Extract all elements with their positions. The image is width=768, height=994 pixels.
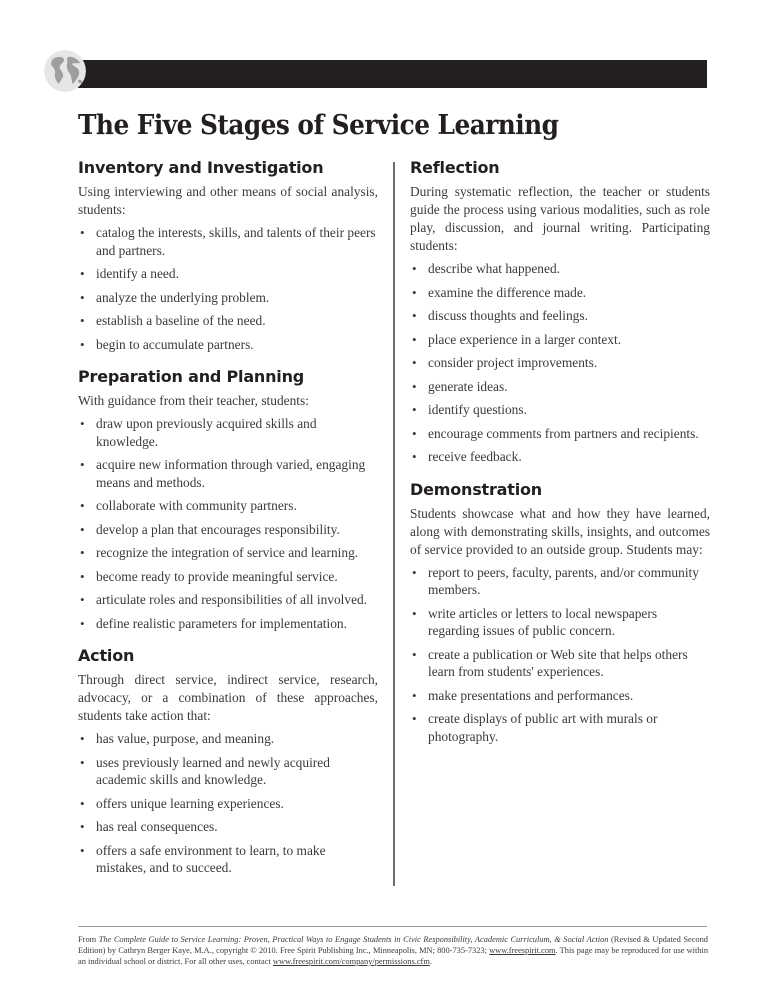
bullet-icon: • [80,819,85,834]
footer-rule [78,926,707,927]
bullet-icon: • [412,355,417,370]
bullet-icon: • [412,449,417,464]
list-item: • define realistic parameters for implementation. [80,615,347,631]
right-column [410,158,710,759]
section-inventory [78,158,378,353]
bullet-icon: • [412,605,417,621]
list-item: • describe what happened. [412,261,560,276]
list-item: • uses previously learned and newly acquired academic skills and knowledge. [80,754,330,787]
freespirit-link[interactable]: www.freespirit.com [489,946,556,955]
bullet-icon: • [80,521,85,537]
bullet-list [78,224,378,353]
list-item: • has real consequences. [80,819,218,834]
list-item: • develop a plan that encourages responsibility. [80,521,340,537]
bullet-list [410,564,710,746]
bullet-icon: • [80,313,85,328]
list-item: • receive feedback. [412,449,522,464]
list-item: • catalog the interests, skills, and talents of their peers and partners. [80,225,376,258]
column-divider [393,162,395,886]
bullet-icon: • [412,687,417,703]
section-reflection [410,158,710,466]
list-item: • acquire new information through varied, engaging means and methods. [80,457,366,490]
list-item: • write articles or letters to local newspapers regarding issues of public concern. [412,605,658,638]
list-item: • generate ideas. [412,378,508,394]
section-heading: Preparation and Planning [78,367,305,386]
bullet-icon: • [80,498,85,513]
globe-icon [44,50,86,92]
section-intro: During systematic reflection, the teacher or students guide the process using various modalities, such as role play, discussion, and journal writing. Participating students: [410,184,710,253]
list-item: • identify a need. [80,266,179,281]
list-item: • create displays of public art with murals or photography. [412,711,658,744]
bullet-icon: • [412,284,417,300]
bullet-icon: • [80,336,85,352]
bullet-icon: • [412,402,417,417]
list-item: • begin to accumulate partners. [80,336,254,352]
bullet-icon: • [80,592,85,607]
bullet-icon: • [412,261,417,276]
list-item: • recognize the integration of service and learning. [80,545,359,560]
section-heading: Reflection [410,158,500,177]
bullet-icon: • [412,308,417,323]
bullet-icon: • [80,266,85,281]
list-item: • identify questions. [412,402,527,417]
bullet-icon: • [80,545,85,560]
list-item: • collaborate with community partners. [80,498,297,513]
permissions-link[interactable]: www.freespirit.com/company/permissions.cfm [272,957,430,966]
section-heading: Action [78,646,135,665]
list-item: • consider project improvements. [412,355,598,370]
section-heading: Inventory and Investigation [78,158,324,177]
bullet-icon: • [412,564,417,580]
bullet-icon: • [412,378,417,394]
section-demonstration [410,480,710,746]
list-item: • report to peers, faculty, parents, and/or community members. [412,564,699,597]
list-item: • establish a baseline of the need. [80,313,266,328]
list-item: • offers a safe environment to learn, to make mistakes, and to succeed. [80,842,326,875]
bullet-icon: • [80,754,85,770]
list-item: • place experience in a larger context. [412,331,622,347]
list-item: • make presentations and performances. [412,687,634,703]
list-item: • create a publication or Web site that helps others learn from students' experiences. [412,646,688,679]
footer-citation: From The Complete Guide to Service Learning: Proven, Practical Ways to Engage Students in Civic Responsibility, Academic Curriculum, & Social Action (Revised & Updated Second Edition) by Cathryn Berger Kaye, M.A., copyright © 2010. Free Spirit Publishing Inc., Minneapolis, MN; 800-735-7323; www.freespirit.com. This page may be reproduced for use within an individual school or district. For all other uses, contact www.freespirit.com/company/permissions.cfm. [78,935,709,966]
list-item: • encourage comments from partners and recipients. [412,425,699,441]
list-item: • examine the difference made. [412,284,587,300]
bullet-icon: • [80,225,85,240]
section-intro: Using interviewing and other means of social analysis, students: [78,184,378,217]
section-preparation [78,367,378,632]
list-item: • offers unique learning experiences. [80,795,284,811]
bullet-icon: • [80,568,85,584]
bullet-list [78,730,378,877]
book-title: The Complete Guide to Service Learning: Proven, Practical Ways to Engage Students in Civic Responsibility, Academic Curriculum, & Social Action [98,935,609,944]
bullet-icon: • [80,416,85,431]
list-item: • analyze the underlying problem. [80,289,270,305]
list-item: • articulate roles and responsibilities of all involved. [80,592,368,607]
section-heading: Demonstration [410,479,542,499]
bullet-icon: • [80,795,85,811]
section-intro: Through direct service, indirect service, research, advocacy, or a combination of these approaches, students take action that: [78,672,378,723]
section-action [78,646,378,877]
list-item: • discuss thoughts and feelings. [412,308,588,323]
bullet-icon: • [80,457,85,472]
bullet-icon: • [412,646,417,662]
header-bar [78,60,707,88]
left-column [78,158,378,891]
bullet-icon: • [80,842,85,858]
bullet-icon: • [412,711,417,726]
section-intro: Students showcase what and how they have learned, along with demonstrating skills, insights, and outcomes of service provided to an outside group. Students may: [410,505,710,557]
bullet-list [410,260,710,466]
bullet-icon: • [80,731,85,746]
bullet-list [78,415,378,632]
list-item: • become ready to provide meaningful service. [80,568,338,584]
bullet-icon: • [412,331,417,347]
page-title: The Five Stages of Service Learning [78,110,559,141]
list-item: • has value, purpose, and meaning. [80,731,275,746]
bullet-icon: • [80,289,85,305]
bullet-icon: • [80,615,85,631]
section-intro: With guidance from their teacher, students: [78,393,309,408]
bullet-icon: • [412,425,417,441]
list-item: • draw upon previously acquired skills and knowledge. [80,416,317,449]
